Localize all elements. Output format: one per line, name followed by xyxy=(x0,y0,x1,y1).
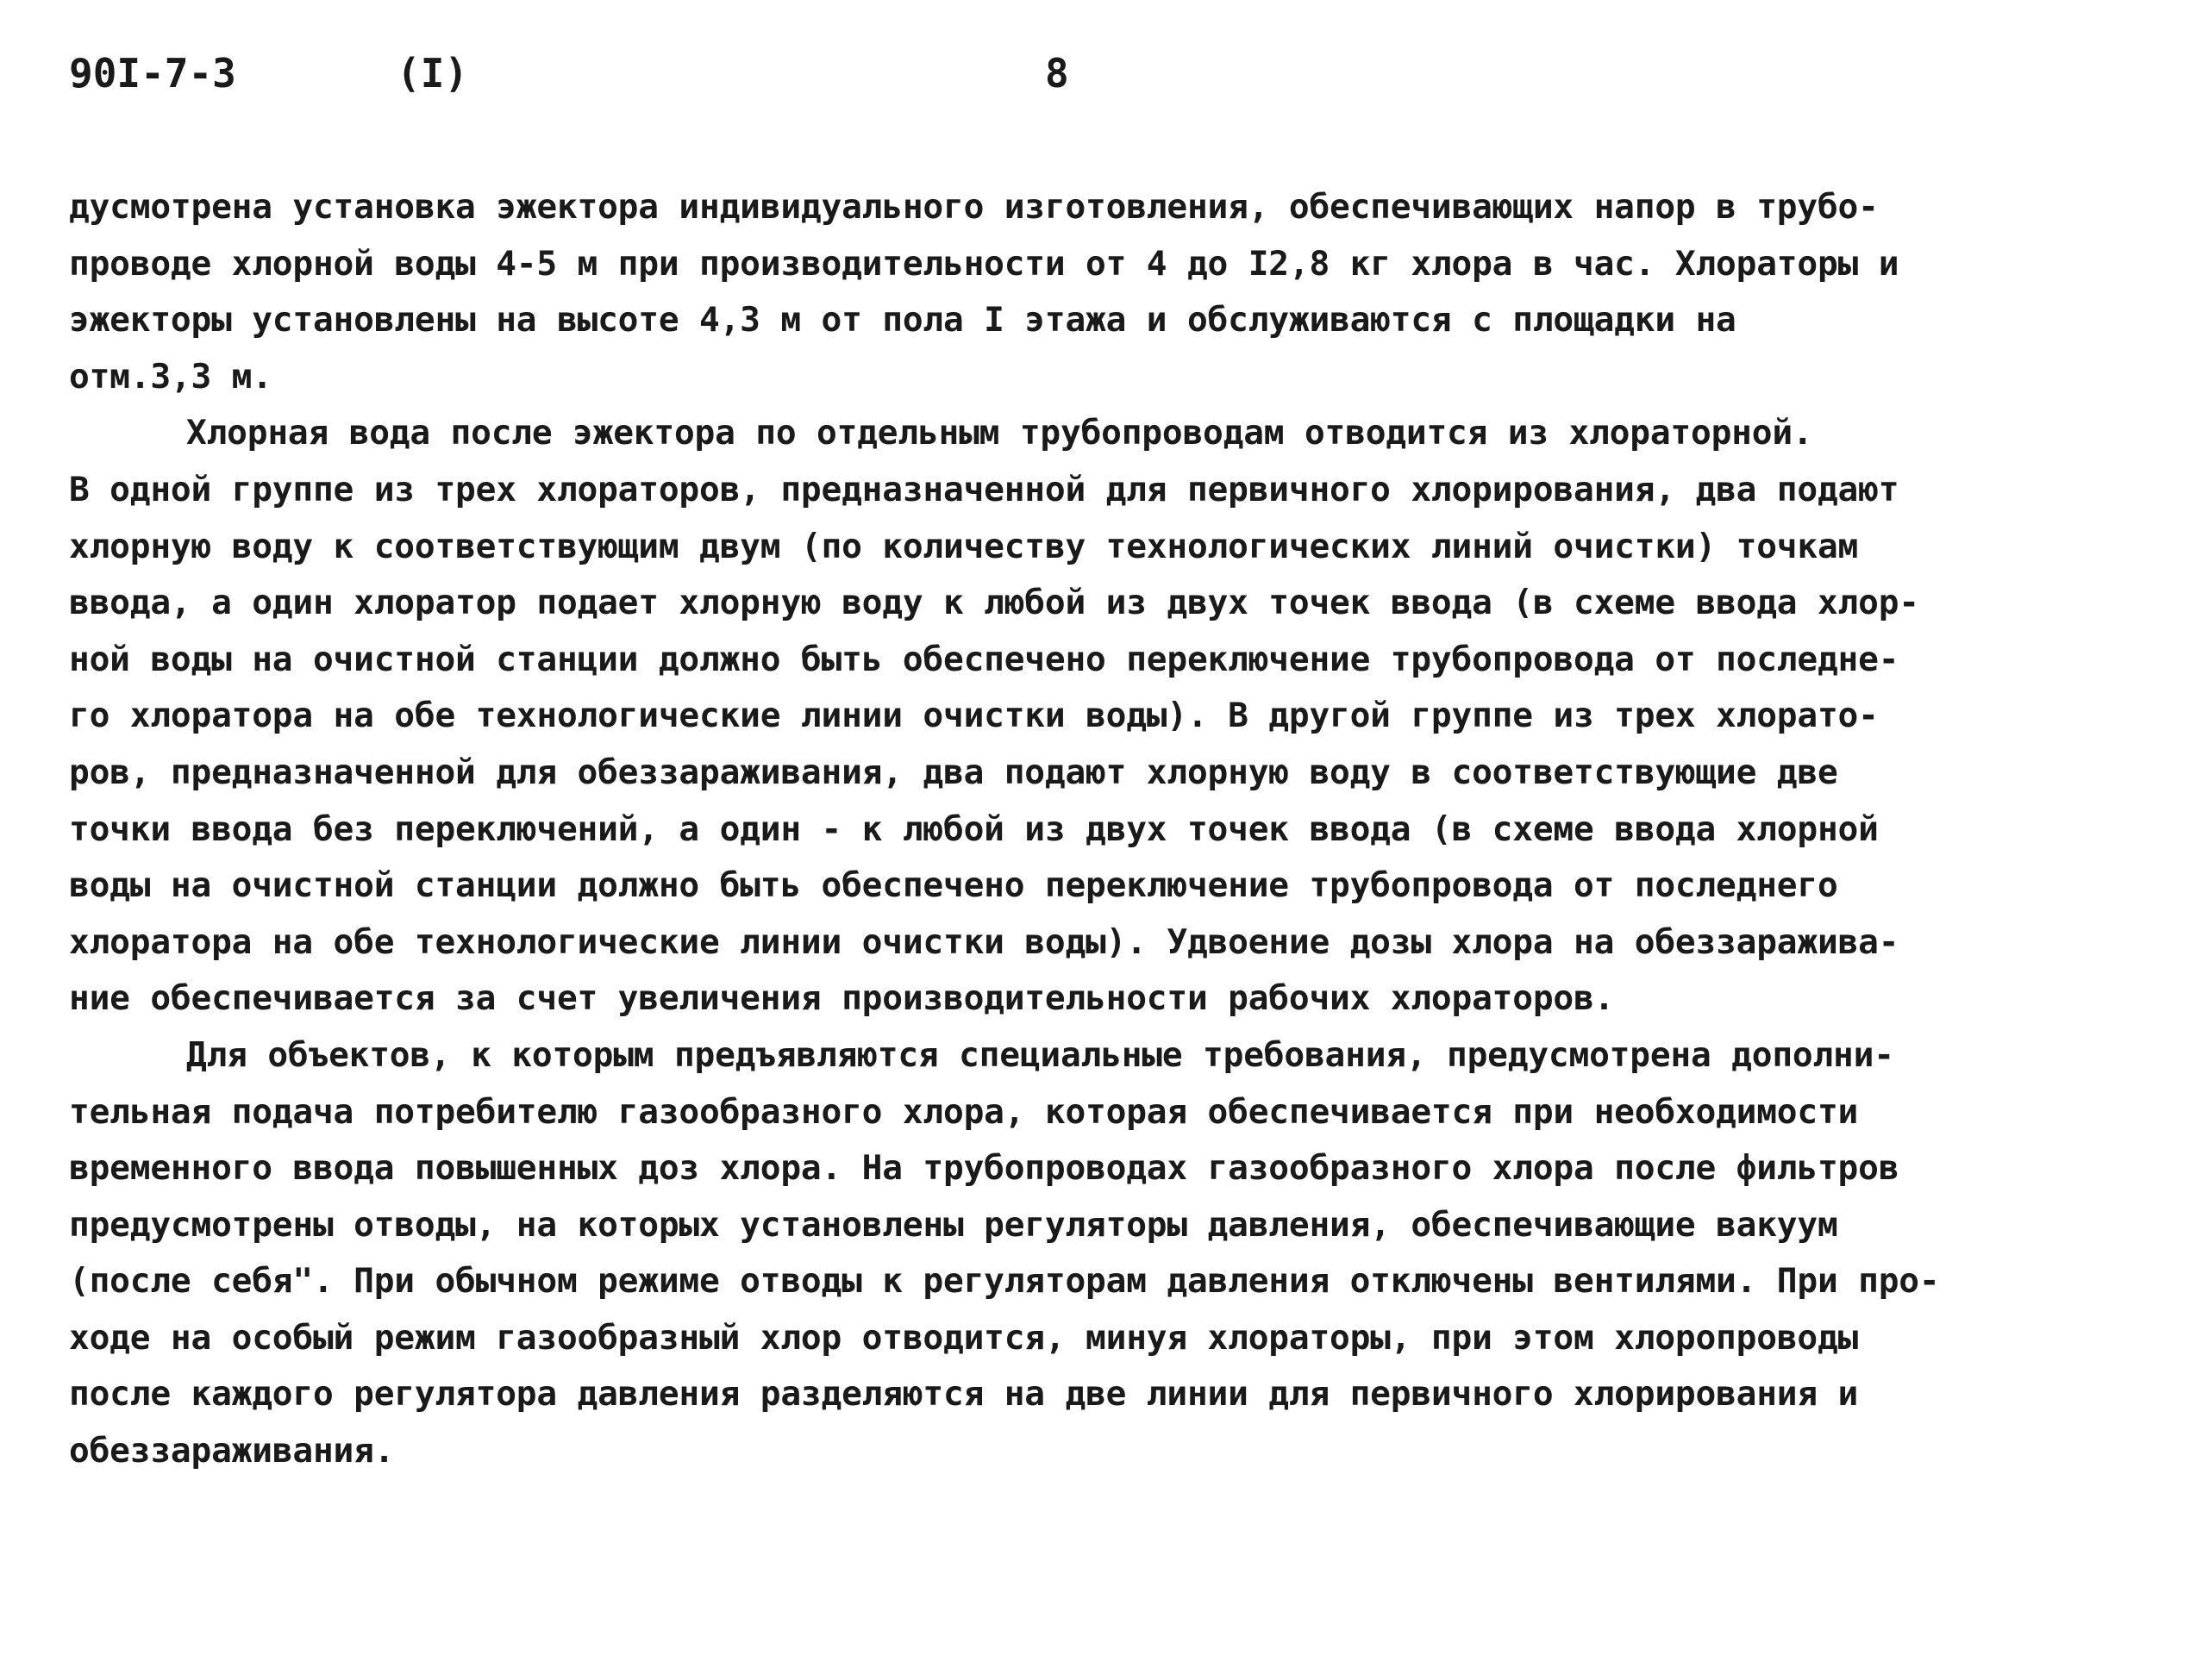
body-text xyxy=(69,179,2138,1480)
text-line: ной воды на очистной станции должно быть обеспечено переключение трубопровода от последне- xyxy=(69,639,1899,679)
text-line: ввода, а один хлоратор подает хлорную воду к любой из двух точек ввода (в схеме ввода хлор- xyxy=(69,583,1919,623)
document-part: (I) xyxy=(397,50,469,97)
page-header xyxy=(69,41,2121,110)
text-line: хлорную воду к соответствующим двум (по количеству технологических линий очистки) точкам xyxy=(69,526,1859,566)
text-line: воды на очистной станции должно быть обеспечено переключение трубопровода от последнего xyxy=(69,865,1838,906)
text-line: В одной группе из трех хлораторов, предназначенной для первичного хлорирования, два подают xyxy=(69,469,1899,509)
text-line: Для объектов, к которым предъявляются специальные требования, предусмотрена дополни- xyxy=(186,1034,1894,1075)
text-line: после каждого регулятора давления разделяются на две линии для первичного хлорирования и xyxy=(69,1374,1859,1415)
document-code: 90I-7-3 xyxy=(69,50,236,97)
text-line: отм.3,3 м. xyxy=(69,356,272,397)
text-line: ров, предназначенной для обеззараживания, два подают хлорную воду в соответствующие две xyxy=(69,752,1838,792)
text-line: точки ввода без переключений, а один - к любой из двух точек ввода (в схеме ввода хлорной xyxy=(69,809,1879,849)
text-line: го хлоратора на обе технологические линии очистки воды). В другой группе из трех хлорато- xyxy=(69,696,1879,736)
page-number: 8 xyxy=(1045,50,1069,97)
text-line: эжекторы установлены на высоте 4,3 м от пола I этажа и обслуживаются с площадки на xyxy=(69,300,1736,340)
text-line: предусмотрены отводы, на которых установлены регуляторы давления, обеспечивающие вакуум xyxy=(69,1204,1838,1245)
text-line: ние обеспечивается за счет увеличения производительности рабочих хлораторов. xyxy=(69,978,1615,1019)
text-line: проводе хлорной воды 4-5 м при производительности от 4 до I2,8 кг хлора в час. Хлораторы и xyxy=(69,243,1899,284)
text-line: временного ввода повышенных доз хлора. На трубопроводах газообразного хлора после фильтров xyxy=(69,1148,1899,1189)
text-line: дусмотрена установка эжектора индивидуального изготовления, обеспечивающих напор в трубо- xyxy=(69,187,1879,227)
text-line: ходе на особый режим газообразный хлор отводится, минуя хлораторы, при этом хлоропроводы xyxy=(69,1317,1859,1358)
text-line: хлоратора на обе технологические линии очистки воды). Удвоение дозы хлора на обеззаражива- xyxy=(69,921,1899,962)
text-line: (после себя". При обычном режиме отводы к регуляторам давления отключены вентилями. При про- xyxy=(69,1261,1940,1302)
text-line: Хлорная вода после эжектора по отдельным трубопроводам отводится из хлораторной. xyxy=(186,413,1813,453)
text-line: обеззараживания. xyxy=(69,1431,395,1471)
text-line: тельная подача потребителю газообразного хлора, которая обеспечивается при необходимости xyxy=(69,1091,1859,1132)
